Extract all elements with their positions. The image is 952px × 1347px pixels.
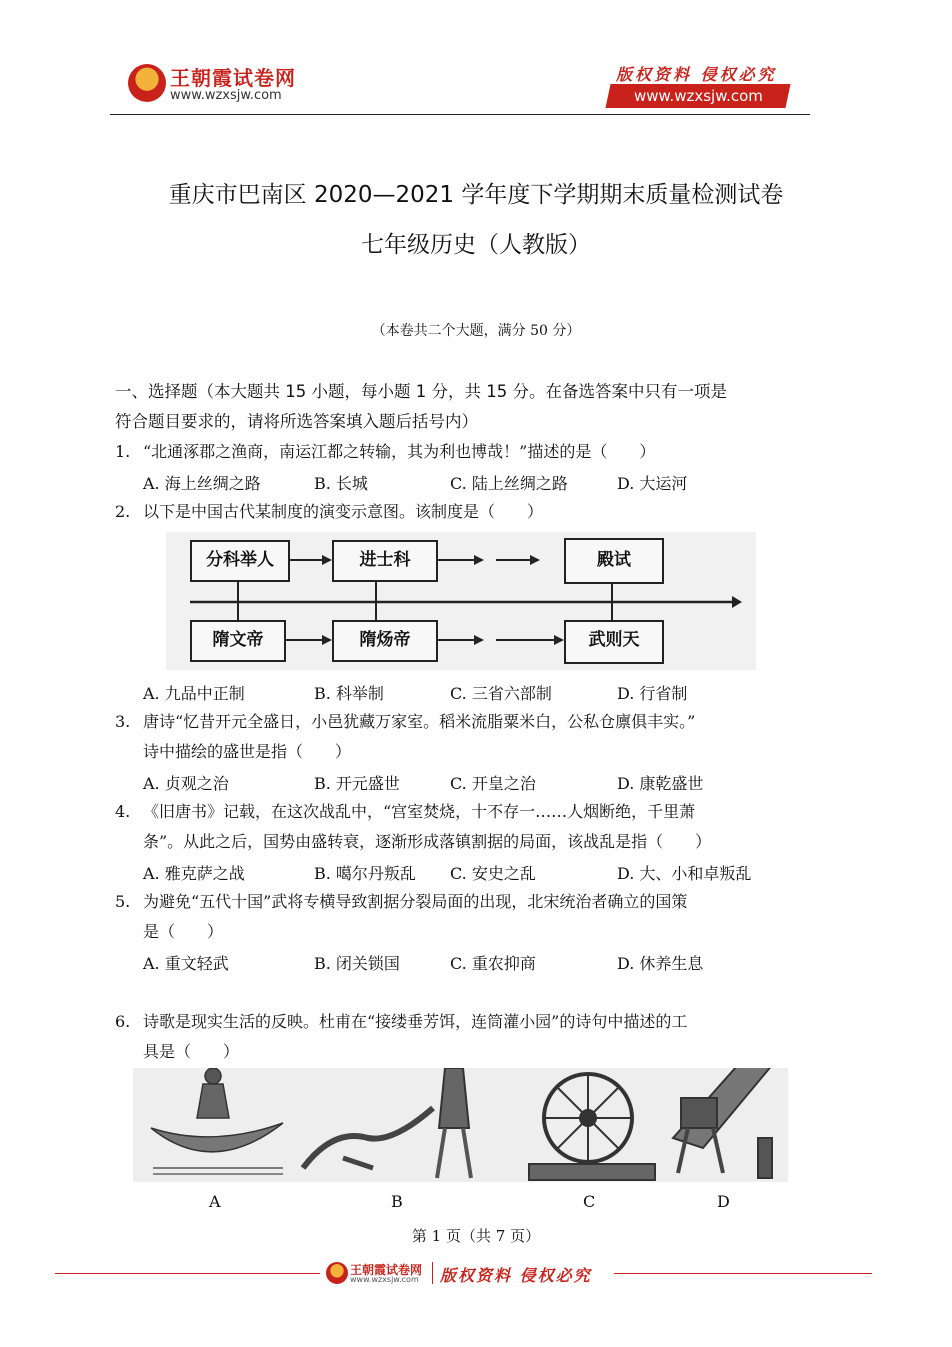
question-text: 以下是中国古代某制度的演变示意图。该制度是（ ）	[143, 502, 544, 521]
option-b: B. 噶尔丹叛乱	[314, 864, 416, 883]
option-a: A. 九品中正制	[143, 684, 245, 703]
exam-subject: 七年级历史（人教版）	[361, 232, 591, 258]
tool-c-illustration	[529, 1074, 655, 1180]
footer-divider-right	[614, 1273, 872, 1274]
question-text: 为避免“五代十国”武将专横导致割据分裂局面的出现，北宋统治者确立的国策	[143, 892, 688, 911]
question-text-cont: 条”。从此之后，国势由盛转衰，逐渐形成落镇割据的局面，该战乱是指（ ）	[143, 832, 712, 851]
option-a: A. 贞观之治	[143, 774, 229, 793]
footer-logo-icon	[326, 1262, 348, 1284]
diagram-box-jinshi: 进士科	[332, 540, 438, 582]
option-c: C. 陆上丝绸之路	[450, 474, 568, 493]
option-d: D. 休养生息	[617, 954, 704, 973]
question-text: “北通涿郡之渔商，南运江都之转输，其为利也博哉！”描述的是（ ）	[143, 442, 656, 461]
keju-evolution-diagram	[166, 532, 756, 670]
question-number: 2.	[115, 502, 131, 521]
option-b: B. 闭关锁国	[314, 954, 400, 973]
question-number: 6.	[115, 1012, 131, 1031]
question-text: 《旧唐书》记载，在这次战乱中，“宫室焚烧，十不存一……人烟断绝，千里萧	[143, 802, 696, 821]
header-logo	[128, 64, 328, 108]
question-number: 5.	[115, 892, 131, 911]
tool-images-svg	[133, 1068, 788, 1182]
diagram-box-suiyangdi: 隋炀帝	[332, 620, 438, 662]
logo-url: www.wzxsjw.com	[170, 88, 282, 103]
question-text-cont: 具是（ ）	[143, 1042, 240, 1061]
tool-a-illustration	[151, 1068, 283, 1174]
diagram-box-dianshi: 殿试	[564, 538, 664, 584]
page-number: 第 1 页（共 7 页）	[411, 1227, 541, 1245]
option-d: D. 大运河	[617, 474, 688, 493]
option-d: D. 康乾盛世	[617, 774, 704, 793]
option-b: B. 科举制	[314, 684, 384, 703]
question-number: 1.	[115, 442, 131, 461]
question-text: 唐诗“忆昔开元全盛日，小邑犹藏万家室。稻米流脂粟米白，公私仓廪俱丰实。”	[143, 712, 696, 731]
image-caption-d: D	[717, 1192, 730, 1211]
logo-emblem-icon	[128, 64, 166, 102]
copyright-notice: 版权资料 侵权必究	[616, 65, 777, 84]
image-caption-b: B	[391, 1192, 403, 1211]
option-c: C. 三省六部制	[450, 684, 552, 703]
question-number: 4.	[115, 802, 131, 821]
website-banner-text: www.wzxsjw.com	[633, 87, 763, 105]
option-b: B. 长城	[314, 474, 368, 493]
question-text-cont: 诗中描绘的盛世是指（ ）	[143, 742, 352, 761]
option-c: C. 安史之乱	[450, 864, 536, 883]
option-d: D. 行省制	[617, 684, 688, 703]
section-heading-cont: 符合题目要求的，请将所选答案填入题后括号内）	[115, 412, 478, 431]
diagram-box-suiwendi: 隋文帝	[190, 620, 286, 662]
footer-logo-url: www.wzxsjw.com	[350, 1275, 419, 1284]
header-divider	[110, 114, 810, 115]
website-banner[interactable]	[605, 84, 790, 108]
footer-copyright: 版权资料 侵权必究	[440, 1266, 592, 1285]
section-heading: 一、选择题（本大题共 15 小题，每小题 1 分，共 15 分。在备选答案中只有一项是	[115, 382, 727, 401]
tool-d-illustration	[673, 1068, 778, 1178]
option-c: C. 重农抑商	[450, 954, 536, 973]
diagram-box-fenke: 分科举人	[190, 540, 290, 582]
image-caption-c: C	[583, 1192, 596, 1211]
footer-divider-left	[55, 1273, 320, 1274]
footer-separator	[432, 1262, 433, 1284]
tool-images	[133, 1068, 788, 1182]
tool-b-illustration	[303, 1068, 471, 1178]
footer-logo-name: 王朝霞试卷网	[350, 1263, 423, 1277]
image-caption-a: A	[209, 1192, 221, 1211]
logo-name: 王朝霞试卷网	[170, 66, 296, 90]
exam-title: 重庆市巴南区 2020—2021 学年度下学期期末质量检测试卷	[168, 182, 784, 208]
option-d: D. 大、小和卓叛乱	[617, 864, 752, 883]
question-text-cont: 是（ ）	[143, 922, 224, 941]
option-a: A. 雅克萨之战	[143, 864, 245, 883]
option-a: A. 海上丝绸之路	[143, 474, 261, 493]
option-c: C. 开皇之治	[450, 774, 536, 793]
option-b: B. 开元盛世	[314, 774, 400, 793]
exam-note: （本卷共二个大题，满分 50 分）	[371, 323, 581, 339]
diagram-box-wuzetian: 武则天	[564, 620, 664, 664]
question-number: 3.	[115, 712, 131, 731]
question-text: 诗歌是现实生活的反映。杜甫在“接缕垂芳饵，连筒灌小园”的诗句中描述的工	[143, 1012, 688, 1031]
option-a: A. 重文轻武	[143, 954, 229, 973]
